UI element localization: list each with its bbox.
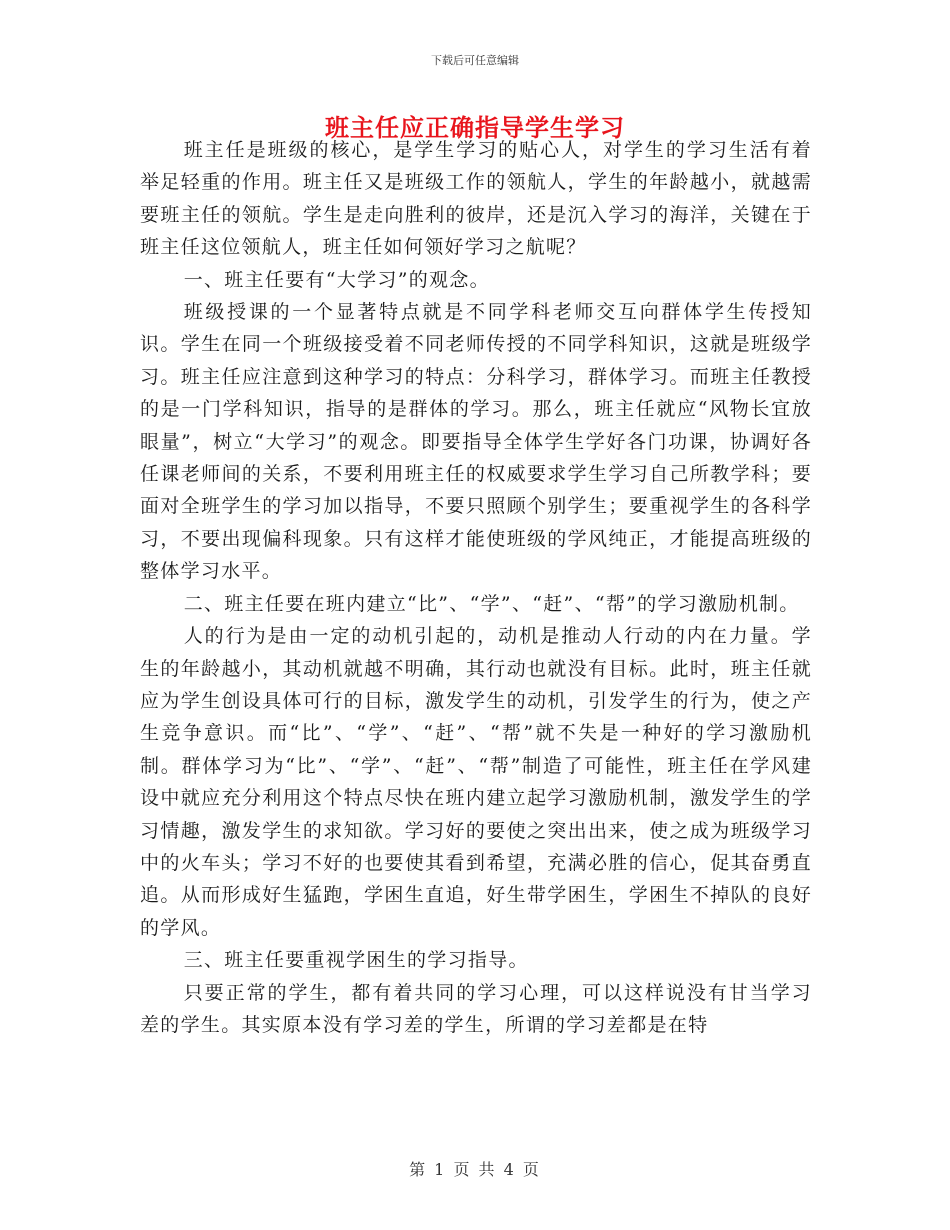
section-heading-3: 三、班主任要重视学困生的学习指导。 — [183, 949, 529, 972]
paragraph-section-1: 班级授课的一个显著特点就是不同学科老师交互向群体学生传授知识。学生在同一个班级接受着不同老师传授的不同学科知识，这就是班级学习。班主任应注意到这种学习的特点：分科学习，群体学习。而班主任教授的是一门学科知识，指导的是群体的学习。那么，班主任就应“风物长宜放眼量”，树立“大学习”的观念。即要指导全体学生学好各门功课，协调好各任课老师间的关系，不要利用班主任的权威要求学生学习自己所教学科；要面对全班学生的学习加以指导，不要只照顾个别学生；要重视学生的各科学习，不要出现偏科现象。只有这样才能使班级的学风纯正，才能提高班级的整体学习水平。 — [140, 301, 812, 583]
page-number: 第 1 页 共 4 页 — [409, 1160, 541, 1179]
paragraph-section-3: 只要正常的学生，都有着共同的学习心理，可以这样说没有甘当学习差的学生。其实原本没有学习差的学生，所谓的学习差都是在特 — [140, 981, 812, 1036]
page-header-note: 下载后可任意编辑 — [431, 54, 519, 67]
section-heading-2: 二、班主任要在班内建立“比”、“学”、“赶”、“帮”的学习激励机制。 — [183, 592, 800, 615]
section-heading-1: 一、班主任要有“大学习”的观念。 — [183, 268, 490, 291]
document-body — [140, 134, 812, 1041]
paragraph-intro: 班主任是班级的核心，是学生学习的贴心人，对学生的学习生活有着举足轻重的作用。班主任又是班级工作的领航人，学生的年龄越小，就越需要班主任的领航。学生是走向胜利的彼岸，还是沉入学习的海洋，关键在于班主任这位领航人，班主任如何领好学习之航呢？ — [140, 139, 812, 259]
paragraph-section-2: 人的行为是由一定的动机引起的，动机是推动人行动的内在力量。学生的年龄越小，其动机就越不明确，其行动也就没有目标。此时，班主任就应为学生创设具体可行的目标，激发学生的动机，引发学生的行为，使之产生竞争意识。而“比”、“学”、“赶”、“帮”就不失是一种好的学习激励机制。群体学习为“比”、“学”、“赶”、“帮”制造了可能性，班主任在学风建设中就应充分利用这个特点尽快在班内建立起学习激励机制，激发学生的学习情趣，激发学生的求知欲。学习好的要使之突出出来，使之成为班级学习中的火车头；学习不好的也要使其看到希望，充满必胜的信心，促其奋勇直追。从而形成好生猛跑，学困生直追，好生带学困生，学困生不掉队的良好的学风。 — [140, 625, 812, 939]
document-title: 班主任应正确指导学生学习 — [325, 113, 625, 142]
